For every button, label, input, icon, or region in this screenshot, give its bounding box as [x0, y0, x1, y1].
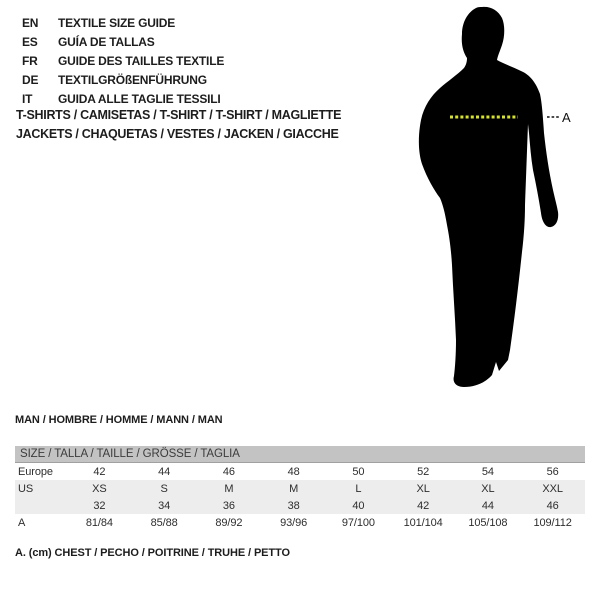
language-label: TEXTILE SIZE GUIDE — [58, 15, 176, 30]
size-value: S — [132, 480, 197, 497]
language-list — [22, 13, 224, 108]
table-header: SIZE / TALLA / TAILLE / GRÖSSE / TAGLIA — [15, 446, 585, 463]
language-row-de — [22, 70, 224, 89]
row-label — [15, 497, 67, 514]
language-label: GUIDA ALLE TAGLIE TESSILI — [58, 91, 221, 106]
size-value: 44 — [158, 465, 171, 478]
size-value: 109/112 — [533, 516, 572, 529]
size-value: 101/104 — [403, 516, 443, 529]
size-value: 97/100 — [341, 516, 375, 529]
size-value: 81/84 — [85, 516, 113, 529]
language-code: ES — [22, 34, 38, 49]
language-row-es — [22, 32, 224, 51]
size-value: L — [326, 480, 391, 497]
man-silhouette-svg — [400, 0, 575, 400]
size-value: M — [197, 480, 262, 497]
size-value: 48 — [287, 465, 300, 478]
size-value: 89/92 — [215, 516, 243, 529]
size-value: 46 — [222, 465, 235, 478]
table-row-chest-a — [15, 514, 585, 531]
table-row-numeric — [15, 497, 585, 514]
size-value: 105/108 — [468, 516, 508, 529]
section-title-man: MAN / HOMBRE / HOMME / MANN / MAN — [15, 414, 223, 426]
measurement-label-a: A — [562, 110, 571, 125]
category-list — [16, 106, 341, 144]
size-value: 44 — [456, 497, 521, 514]
size-value: XS — [67, 480, 132, 497]
language-code: IT — [22, 91, 33, 106]
size-value: 42 — [93, 465, 106, 478]
row-label: Europe — [18, 465, 53, 478]
size-value: 42 — [391, 497, 456, 514]
size-value: 85/88 — [150, 516, 178, 529]
size-value: 56 — [546, 465, 559, 478]
table-header-row — [15, 446, 585, 463]
man-figure — [400, 0, 575, 400]
size-table — [15, 446, 585, 531]
language-label: GUIDE DES TAILLES TEXTILE — [58, 53, 225, 68]
size-value: 32 — [67, 497, 132, 514]
size-value: 54 — [481, 465, 494, 478]
size-value: 34 — [132, 497, 197, 514]
row-label: A — [18, 516, 26, 529]
size-value: 38 — [261, 497, 326, 514]
size-value: 36 — [197, 497, 262, 514]
category-jackets: JACKETS / CHAQUETAS / VESTES / JACKEN / GIACCHE — [16, 127, 339, 141]
language-row-fr — [22, 51, 224, 70]
size-value: 40 — [326, 497, 391, 514]
language-code: EN — [22, 15, 39, 30]
measurement-footnote: A. (cm) CHEST / PECHO / POITRINE / TRUHE / PETTO — [15, 547, 290, 559]
table-row-us — [15, 480, 585, 497]
size-value: XXL — [520, 480, 585, 497]
language-code: FR — [22, 53, 38, 68]
size-value: 46 — [520, 497, 585, 514]
language-code: DE — [22, 72, 39, 87]
size-value: 50 — [352, 465, 365, 478]
size-value: 52 — [417, 465, 430, 478]
category-tshirts: T-SHIRTS / CAMISETAS / T-SHIRT / T-SHIRT / MAGLIETTE — [16, 108, 342, 122]
table-row-europe — [15, 463, 585, 481]
language-label: TEXTILGRÖßENFÜHRUNG — [58, 72, 207, 87]
row-label: US — [15, 480, 67, 497]
size-value: XL — [456, 480, 521, 497]
language-row-en — [22, 13, 224, 32]
man-silhouette — [419, 7, 558, 387]
size-value: M — [261, 480, 326, 497]
size-value: XL — [391, 480, 456, 497]
language-label: GUÍA DE TALLAS — [58, 34, 155, 49]
size-value: 93/96 — [280, 516, 308, 529]
